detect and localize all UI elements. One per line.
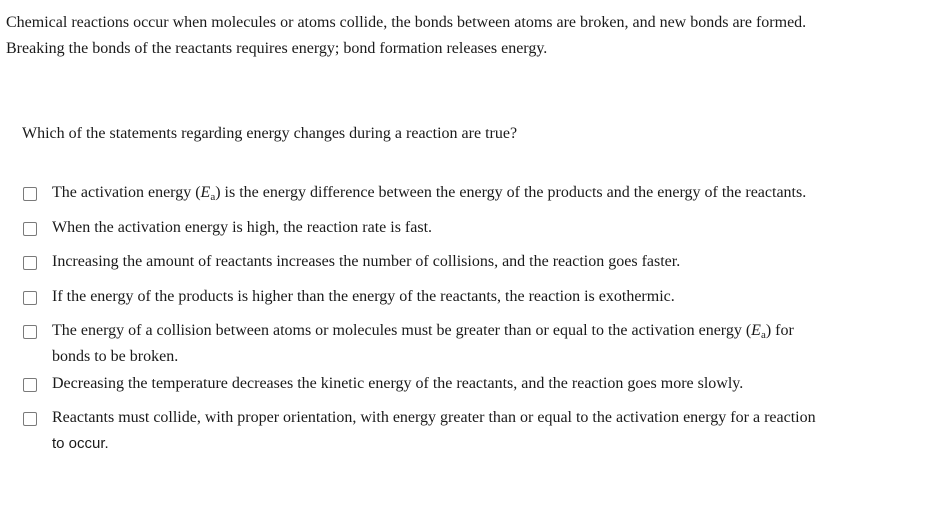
option-5[interactable] — [23, 323, 923, 370]
symbol-a: a — [210, 191, 216, 203]
checkbox-4[interactable] — [23, 291, 37, 305]
question-prompt: Which of the statements regarding energy changes during a reaction are true? — [22, 125, 518, 142]
option-3[interactable] — [23, 254, 923, 275]
intro-line-1: Chemical reactions occur when molecules or atoms collide, the bonds between atoms are broken, and new bonds are formed. — [6, 14, 807, 31]
option-4-text[interactable]: If the energy of the products is higher than the energy of the reactants, the reaction is exothermic. — [52, 288, 675, 305]
option-7-text-main: Reactants must collide, with proper orientation, with energy greater than or equal to the activation energy for a reaction — [52, 409, 816, 426]
intro-text — [6, 10, 926, 62]
option-5-text[interactable] — [52, 318, 922, 370]
checkbox-7[interactable] — [23, 412, 37, 426]
option-7-text[interactable] — [52, 405, 922, 457]
option-2-text[interactable]: When the activation energy is high, the reaction rate is fast. — [52, 219, 433, 236]
option-1-text-pre: The activation energy ( — [52, 184, 201, 201]
intro-line-2: Breaking the bonds of the reactants requires energy; bond formation releases energy. — [6, 40, 548, 57]
checkbox-5[interactable] — [23, 325, 37, 339]
checkbox-6[interactable] — [23, 378, 37, 392]
option-1-text[interactable] — [52, 180, 922, 206]
option-1[interactable] — [23, 185, 923, 206]
option-4[interactable] — [23, 289, 923, 310]
option-3-text[interactable]: Increasing the amount of reactants increases the number of collisions, and the reaction goes faster. — [52, 253, 681, 270]
activation-energy-symbol — [751, 322, 766, 339]
symbol-e: E — [751, 322, 761, 339]
symbol-e: E — [200, 184, 211, 201]
option-7-text-cont: to occur. — [52, 435, 109, 452]
option-1-text-post: ) is the energy difference between the energy of the products and the energy of the reactants. — [215, 184, 807, 201]
option-2[interactable] — [23, 220, 923, 241]
activation-energy-symbol — [201, 184, 216, 201]
option-6-text[interactable]: Decreasing the temperature decreases the kinetic energy of the reactants, and the reaction goes more slowly. — [52, 375, 744, 392]
checkbox-2[interactable] — [23, 222, 37, 236]
checkbox-1[interactable] — [23, 187, 37, 201]
symbol-a: a — [760, 329, 766, 341]
option-5-text-pre: The energy of a collision between atoms or molecules must be greater than or equal to the activation energy ( — [52, 322, 752, 339]
option-7[interactable] — [23, 410, 923, 457]
checkbox-3[interactable] — [23, 256, 37, 270]
option-5-text-post: ) for — [765, 322, 794, 339]
option-5-text-cont: bonds to be broken. — [52, 348, 179, 365]
option-6[interactable] — [23, 376, 923, 397]
